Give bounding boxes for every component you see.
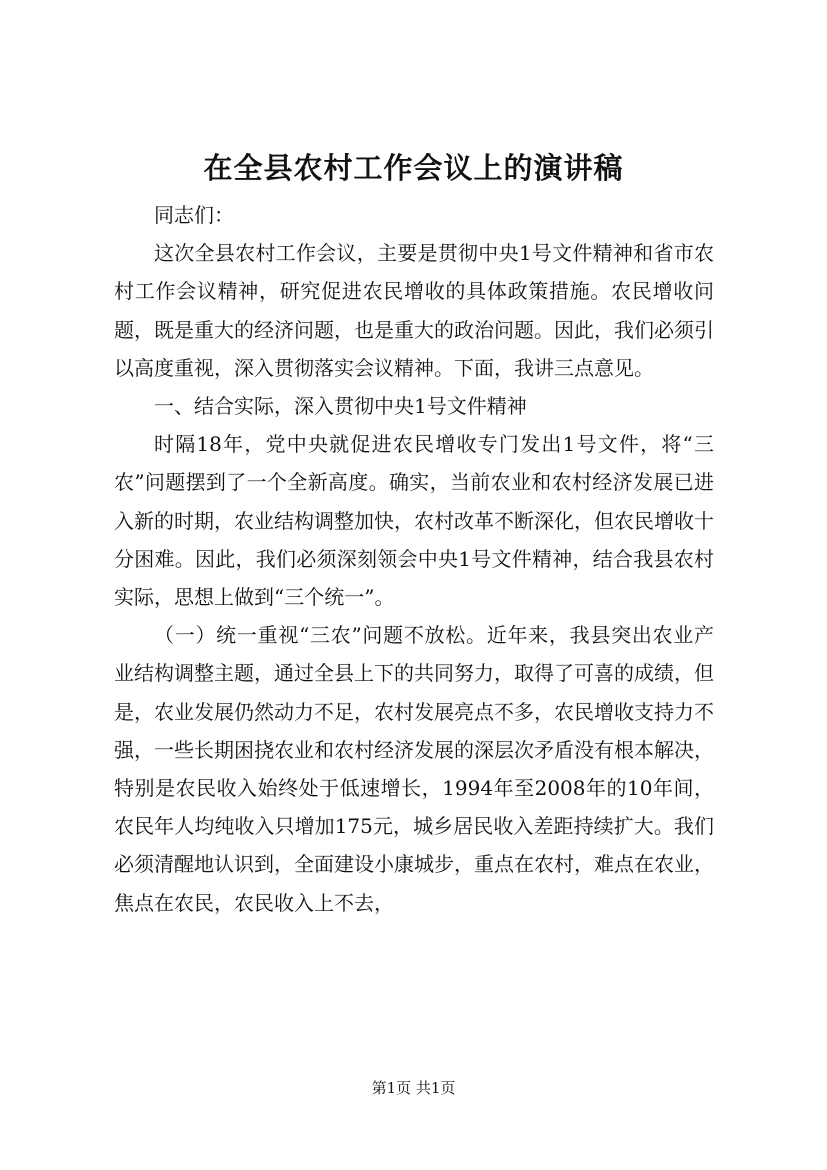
document-title: 在全县农村工作会议上的演讲稿 <box>203 151 624 185</box>
section-heading-1: 一、结合实际，深入贯彻中央1号文件精神 <box>154 394 527 419</box>
page-footer: 第1页 共1页 <box>371 1079 456 1097</box>
paragraph-subsection-1: （一）统一重视“三农”问题不放松。近年来，我县突出农业产业结构调整主题，通过全县上下的共同努力，取得了可喜的成绩，但是，农业发展仍然动力不足，农村发展亮点不多，农民增收支持力不强，一些长期困挠农业和农村经济发展的深层次矛盾没有根本解决，特别是农民收入始终处于低速增长，1994年至2008年的10年间，农民年人均纯收入只增加175元，城乡居民收入差距持续扩大。我们必须清醒地认识到，全面建设小康城步，重点在农村，难点在农业，焦点在农民，农民收入上不去， <box>114 623 714 915</box>
paragraph-section-1: 时隔18年，党中央就促进农民增收专门发出1号文件，将“三农”问题摆到了一个全新高度。确实，当前农业和农村经济发展已进入新的时期，农业结构调整加快，农村改革不断深化，但农民增收十分困难。因此，我们必须深刻领会中央1号文件精神，结合我县农村实际，思想上做到“三个统一”。 <box>114 432 714 610</box>
salutation: 同志们： <box>154 203 234 227</box>
paragraph-intro: 这次全县农村工作会议，主要是贯彻中央1号文件精神和省市农村工作会议精神，研究促进农民增收的具体政策措施。农民增收问题，既是重大的经济问题，也是重大的政治问题。因此，我们必须引以高度重视，深入贯彻落实会议精神。下面，我讲三点意见。 <box>114 241 714 380</box>
document-body <box>114 196 714 922</box>
